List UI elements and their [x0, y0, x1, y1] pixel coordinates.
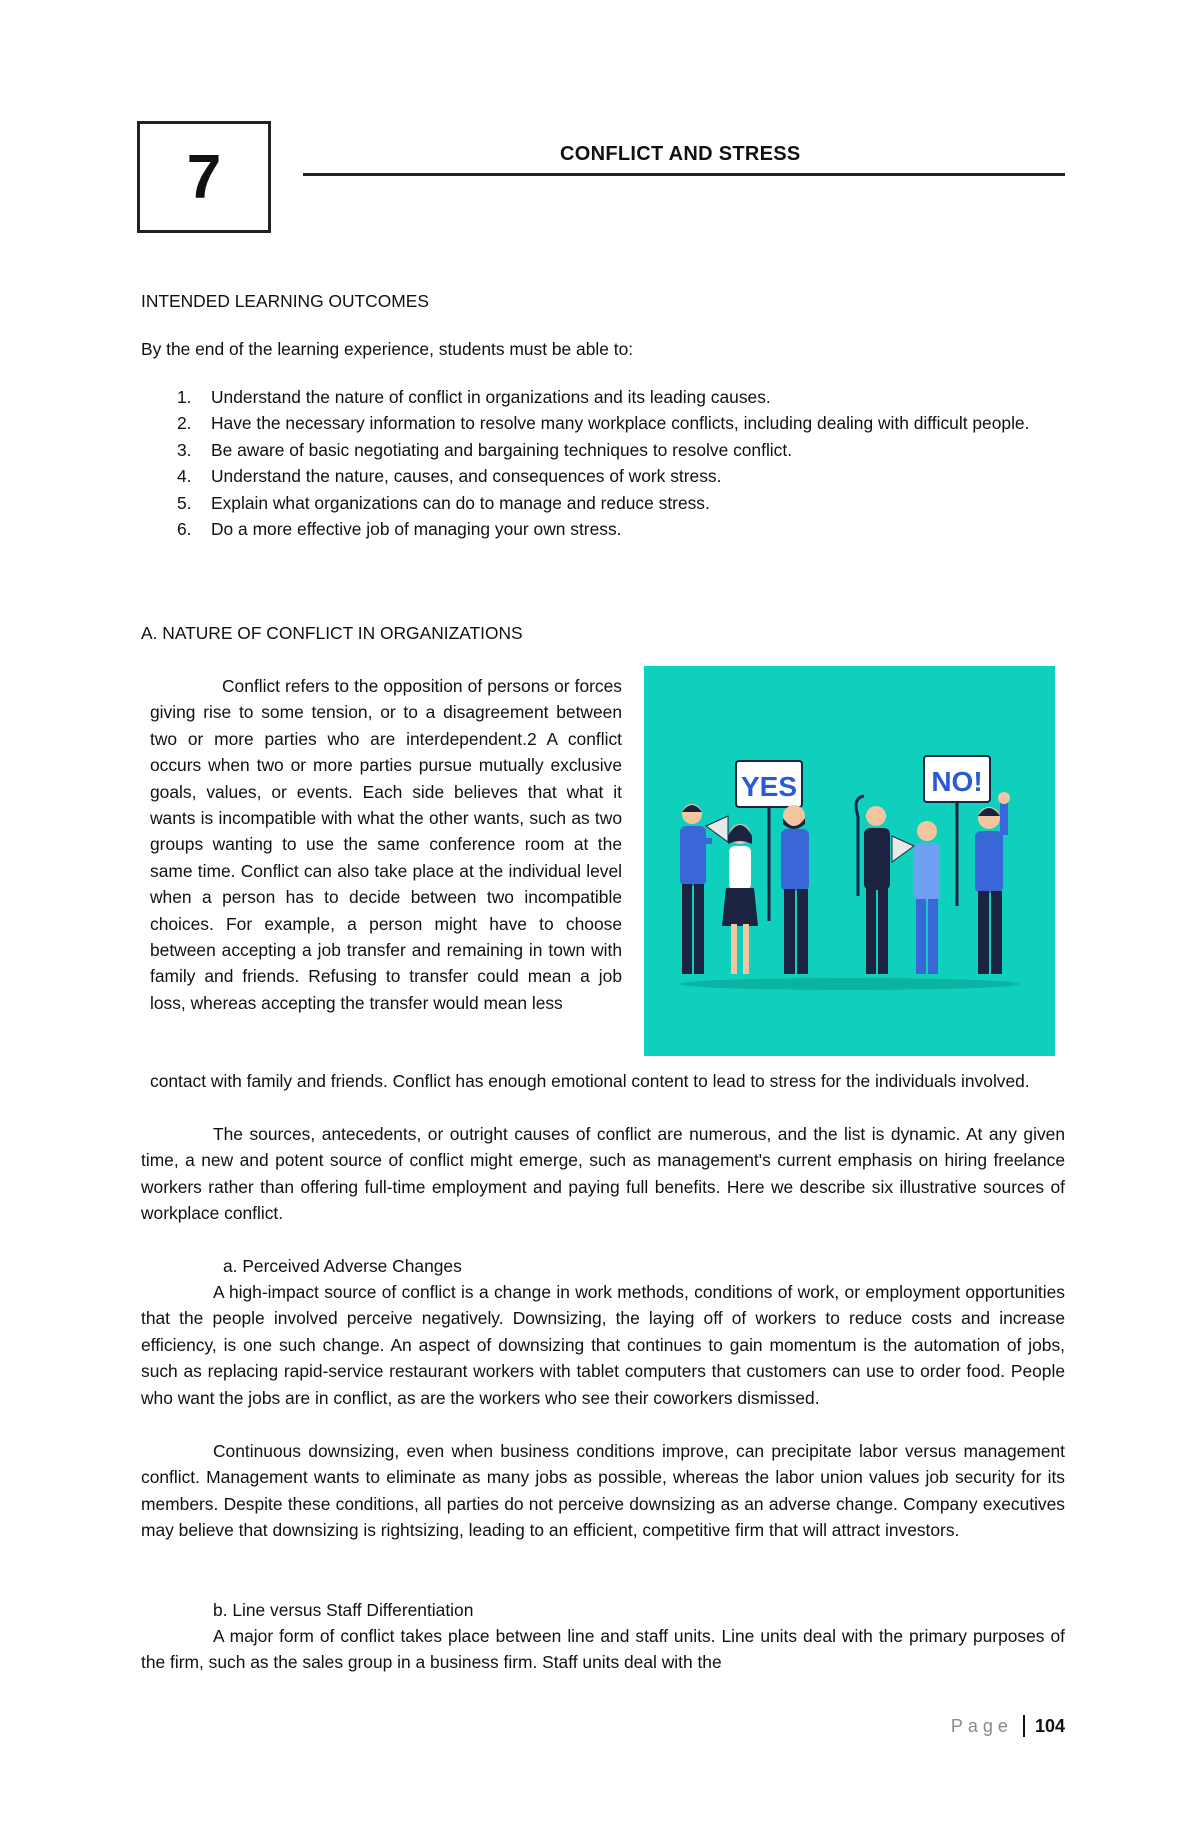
subsection-b-para1: A major form of conflict takes place between line and staff units. Line units deal with the primary purposes of the firm, such as the sales group in a business firm. Staff units deal with the: [141, 1626, 1065, 1673]
chapter-number-box: [137, 121, 271, 233]
page-number: 104: [1034, 1715, 1065, 1736]
title-rule: [303, 173, 1065, 176]
sign-yes-text: YES: [740, 771, 798, 802]
list-item: 1. Understand the nature of conflict in organizations and its leading causes.: [177, 387, 771, 407]
section-a-para2: The sources, antecedents, or outright causes of conflict are numerous, and the list is dynamic. At any given time, a new and potent source of conflict might emerge, such as management's current emphasis on hiring freelance workers rather than offering full-time employment and paying full benefits. Here we describe six illustrative sources of workplace conflict.: [141, 1124, 1065, 1224]
subsection-b-heading: b. Line versus Staff Differentiation: [213, 1600, 474, 1620]
chapter-number: 7: [186, 142, 222, 212]
outcomes-intro: By the end of the learning experience, students must be able to:: [141, 339, 634, 359]
list-item: 2. Have the necessary information to resolve many workplace conflicts, including dealing with difficult people.: [177, 413, 1030, 434]
subsection-a-para2: Continuous downsizing, even when business conditions improve, can precipitate labor versus management conflict. Management wants to eliminate as many jobs as possible, whereas the labor union values job security for its members. Despite these conditions, all parties do not perceive downsizing as an adverse change. Company executives may believe that downsizing is rightsizing, leading to an efficient, competitive firm that will attract investors.: [141, 1441, 1065, 1541]
list-item: 5. Explain what organizations can do to manage and reduce stress.: [177, 492, 710, 513]
person-bearded: [781, 805, 809, 974]
footer-divider: [1023, 1715, 1025, 1737]
outcomes-list: [141, 384, 1041, 542]
page-label: Page: [950, 1715, 1013, 1736]
outcomes-heading: INTENDED LEARNING OUTCOMES: [141, 291, 429, 311]
section-a-heading: A. NATURE OF CONFLICT IN ORGANIZATIONS: [141, 623, 523, 643]
list-item: 4. Understand the nature, causes, and consequences of work stress.: [177, 466, 722, 487]
page-footer: [951, 1715, 1065, 1737]
sign-no-text: NO!: [931, 766, 983, 797]
subsection-a-para1: A high-impact source of conflict is a change in work methods, conditions of work, or employment opportunities that the people involved perceive negatively. Downsizing, the laying off of workers to reduce costs and increase efficiency, is one such change. An aspect of downsizing that continues to gain momentum is the automation of jobs, such as replacing rapid-service restaurant workers with tablet computers that customers can use to order food. People who want the jobs are in conflict, as are the workers who see their coworkers dismissed.: [141, 1282, 1065, 1408]
conflict-illustration: [644, 666, 1055, 1056]
list-item: 3. Be aware of basic negotiating and bargaining techniques to resolve conflict.: [177, 439, 793, 460]
subsection-a-heading: a. Perceived Adverse Changes: [223, 1256, 462, 1276]
list-item: 6. Do a more effective job of managing your own stress.: [177, 519, 622, 540]
section-a-para1: Conflict refers to the opposition of persons or forces giving rise to some tension, or to a disagreement between two or more parties who are interdependent.2 A conflict occurs when two or more parties pursue mutually exclusive goals, values, or events. Each side believes that what it wants is incompatible with what the other wants, such as two groups wanting to use the same conference room at the same time. Conflict can also take place at the individual level when a person has to decide between two incompatible choices. For example, a person might have to choose between accepting a job transfer and remaining in town with family and friends. Refusing to transfer could mean a job loss, whereas accepting the transfer would mean less: [150, 676, 622, 1013]
chapter-title: CONFLICT AND STRESS: [560, 143, 801, 165]
section-a-para1-tail: contact with family and friends. Conflict has enough emotional content to lead to stress for the individuals involved.: [150, 1071, 1030, 1091]
